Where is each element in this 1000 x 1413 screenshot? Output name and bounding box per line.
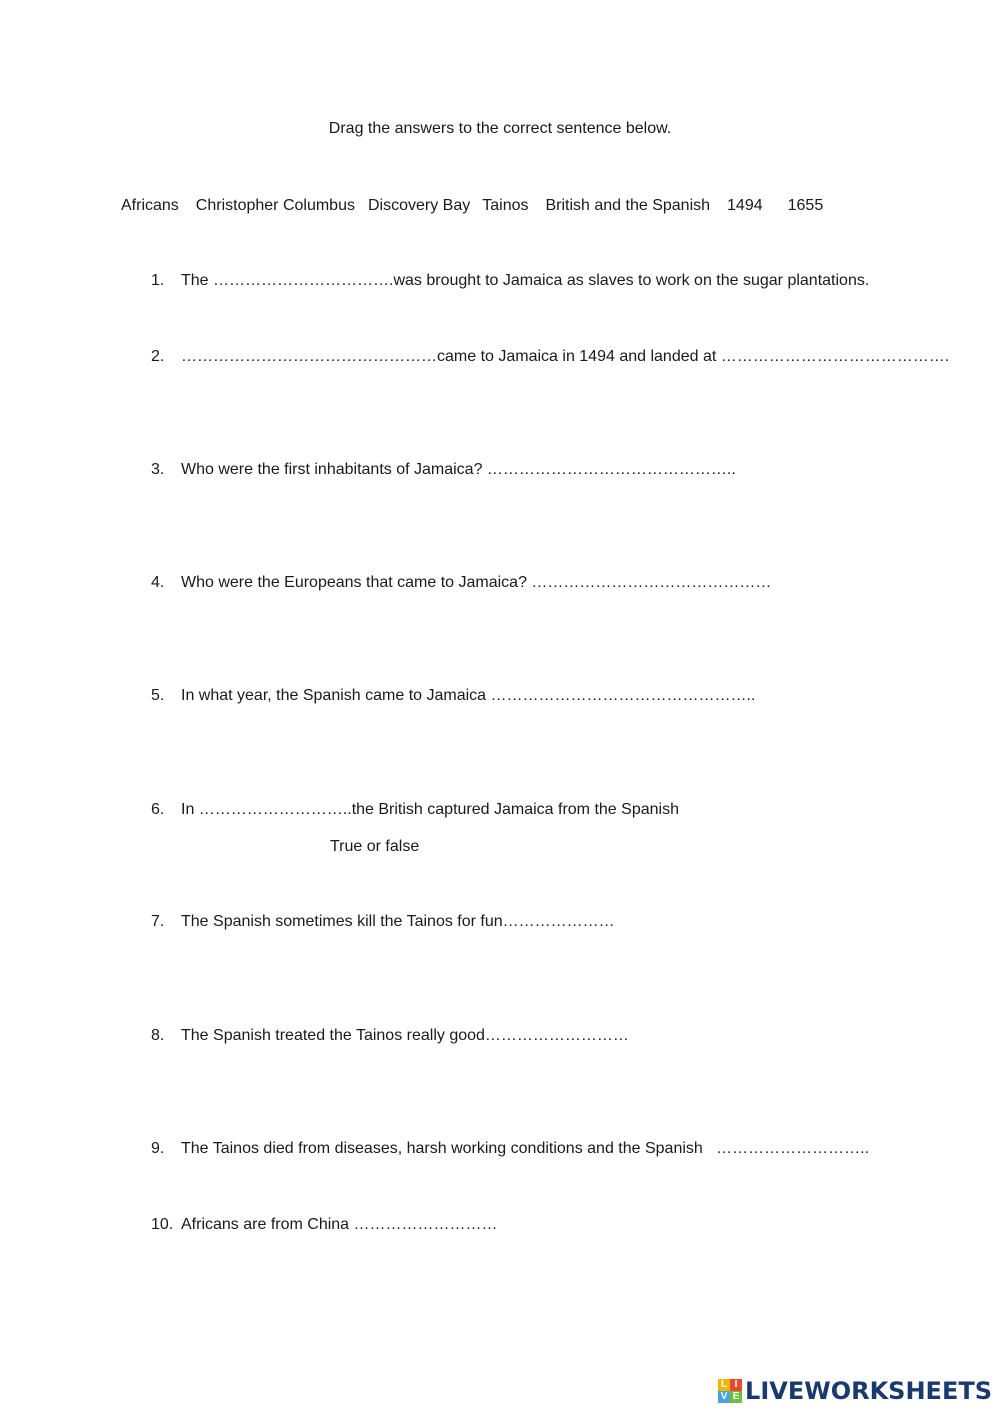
question-9	[151, 1140, 869, 1158]
answer-drop-zone[interactable]: …………………………………….	[720, 348, 950, 365]
answer-chip-british-and-spanish[interactable]: British and the Spanish	[545, 197, 711, 214]
question-number: 2.	[151, 348, 165, 365]
question-text: In what year, the Spanish came to Jamaica	[181, 687, 491, 704]
question-number: 6.	[151, 801, 165, 818]
question-text: The	[181, 272, 214, 289]
word-bank	[121, 197, 823, 215]
question-3	[151, 461, 736, 479]
question-number: 5.	[151, 687, 165, 704]
question-text: was brought to Jamaica as slaves to work on the sugar plantations.	[393, 272, 870, 289]
question-text: Who were the first inhabitants of Jamaica?	[181, 461, 487, 478]
answer-chip-1655[interactable]: 1655	[787, 197, 824, 214]
true-or-false-heading: True or false	[330, 838, 420, 855]
answer-chip-tainos[interactable]: Tainos	[482, 197, 529, 214]
answer-chip-christopher-columbus[interactable]: Christopher Columbus	[195, 197, 355, 214]
question-7	[151, 913, 615, 931]
answer-chip-1494[interactable]: 1494	[727, 197, 763, 214]
question-number: 4.	[151, 574, 165, 591]
question-8	[151, 1027, 629, 1045]
question-text: The Tainos died from diseases, harsh working conditions and the Spanish	[181, 1140, 717, 1157]
question-text: The Spanish sometimes kill the Tainos for fun	[181, 913, 503, 930]
liveworksheets-logo	[718, 1377, 992, 1405]
question-10	[151, 1216, 498, 1234]
question-number: 8.	[151, 1027, 165, 1044]
answer-drop-zone[interactable]: ………………………………………	[531, 574, 772, 591]
question-number: 1.	[151, 272, 165, 289]
question-text: Africans are from China	[181, 1216, 354, 1233]
question-text: In	[181, 801, 199, 818]
answer-drop-zone[interactable]: …………………	[502, 913, 615, 930]
question-2	[151, 348, 949, 366]
answer-drop-zone[interactable]: …………………………………………..	[490, 687, 756, 704]
answer-drop-zone[interactable]: ………………………………………..	[486, 461, 736, 478]
question-5	[151, 687, 755, 705]
question-text: the British captured Jamaica from the Spanish	[351, 801, 679, 818]
answer-drop-zone[interactable]: ………………………..	[198, 801, 352, 818]
question-1	[151, 272, 869, 290]
question-number: 3.	[151, 461, 165, 478]
question-number: 9.	[151, 1140, 165, 1157]
question-text: The Spanish treated the Tainos really good	[181, 1027, 485, 1044]
answer-drop-zone[interactable]: …………………………………………	[181, 348, 437, 365]
answer-drop-zone[interactable]: ………………………	[484, 1027, 629, 1044]
instruction-text: Drag the answers to the correct sentence below.	[328, 120, 672, 137]
answer-drop-zone[interactable]: ………………………	[353, 1216, 498, 1233]
answer-drop-zone[interactable]: …………………………….	[213, 272, 394, 289]
question-6	[151, 801, 679, 819]
question-text: came to Jamaica in 1494 and landed at	[437, 348, 721, 365]
answer-chip-africans[interactable]: Africans	[121, 197, 179, 214]
question-4	[151, 574, 771, 592]
answer-chip-discovery-bay[interactable]: Discovery Bay	[367, 197, 471, 214]
question-text: Who were the Europeans that came to Jamaica?	[181, 574, 532, 591]
liveworksheets-logo-icon: L I V E	[718, 1379, 742, 1403]
question-number: 10.	[151, 1216, 174, 1233]
answer-drop-zone[interactable]: ………………………..	[716, 1140, 870, 1157]
logo-wordmark: LIVEWORKSHEETS	[745, 1377, 992, 1405]
question-number: 7.	[151, 913, 165, 930]
